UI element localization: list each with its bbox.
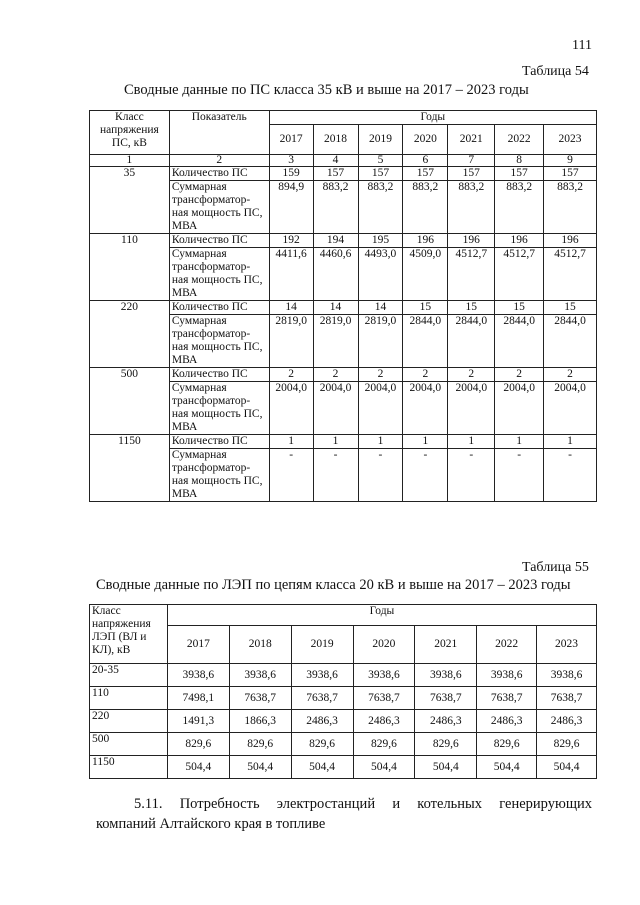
value-cell: 157	[448, 167, 495, 181]
value-cell: 4512,7	[448, 248, 495, 301]
indicator-cell: Количество ПС	[169, 435, 269, 449]
header-year: 2020	[353, 626, 415, 664]
value-cell: 4493,0	[358, 248, 403, 301]
substations-table	[89, 110, 597, 502]
voltage-class-cell: 110	[90, 234, 170, 301]
value-cell: 4509,0	[403, 248, 448, 301]
value-cell: 2	[544, 368, 597, 382]
value-cell: 829,6	[291, 733, 353, 756]
value-cell: 2844,0	[448, 315, 495, 368]
line-class-cell: 220	[90, 710, 168, 733]
index-cell: 9	[544, 155, 597, 167]
value-cell: 504,4	[229, 756, 291, 779]
value-cell: 504,4	[477, 756, 537, 779]
value-cell: 194	[313, 234, 358, 248]
value-cell: 2819,0	[358, 315, 403, 368]
value-cell: 4460,6	[313, 248, 358, 301]
value-cell: 2819,0	[313, 315, 358, 368]
index-cell: 1	[90, 155, 170, 167]
value-cell: 1	[358, 435, 403, 449]
value-cell: 157	[403, 167, 448, 181]
value-cell: 2	[448, 368, 495, 382]
line-class-cell: 110	[90, 687, 168, 710]
indicator-cell: Суммарная трансформатор-ная мощность ПС, МВА	[169, 248, 269, 301]
header-year: 2019	[358, 125, 403, 155]
value-cell: 829,6	[477, 733, 537, 756]
header-year: 2022	[495, 125, 544, 155]
header-year: 2018	[313, 125, 358, 155]
indicator-cell: Количество ПС	[169, 234, 269, 248]
value-cell: 2	[358, 368, 403, 382]
voltage-class-cell: 35	[90, 167, 170, 234]
value-cell: -	[544, 449, 597, 502]
value-cell: -	[269, 449, 313, 502]
value-cell: 1	[448, 435, 495, 449]
value-cell: 883,2	[448, 181, 495, 234]
value-cell: 2844,0	[403, 315, 448, 368]
value-cell: 157	[358, 167, 403, 181]
value-cell: 4512,7	[544, 248, 597, 301]
value-cell: 1491,3	[167, 710, 229, 733]
value-cell: 2844,0	[544, 315, 597, 368]
line-class-cell: 1150	[90, 756, 168, 779]
value-cell: 15	[495, 301, 544, 315]
value-cell: -	[448, 449, 495, 502]
value-cell: 7638,7	[537, 687, 597, 710]
indicator-cell: Количество ПС	[169, 167, 269, 181]
value-cell: 7638,7	[229, 687, 291, 710]
value-cell: 196	[544, 234, 597, 248]
table1-title: Сводные данные по ПС класса 35 кВ и выше на 2017 – 2023 годы	[124, 82, 529, 98]
value-cell: 14	[269, 301, 313, 315]
value-cell: 829,6	[229, 733, 291, 756]
value-cell: 7638,7	[291, 687, 353, 710]
indicator-cell: Суммарная трансформатор-ная мощность ПС, МВА	[169, 382, 269, 435]
section-heading-line2: компаний Алтайского края в топливе	[96, 816, 326, 832]
table-row	[90, 756, 597, 779]
voltage-class-cell: 500	[90, 368, 170, 435]
table-row	[90, 733, 597, 756]
header-year: 2023	[544, 125, 597, 155]
value-cell: 829,6	[415, 733, 477, 756]
value-cell: 1	[269, 435, 313, 449]
index-cell: 8	[495, 155, 544, 167]
value-cell: 2	[495, 368, 544, 382]
value-cell: 2	[403, 368, 448, 382]
value-cell: 196	[495, 234, 544, 248]
table-row	[90, 234, 597, 248]
power-lines-table	[89, 604, 597, 779]
value-cell: 3938,6	[167, 664, 229, 687]
table-row	[90, 368, 597, 382]
value-cell: 829,6	[353, 733, 415, 756]
value-cell: 1	[313, 435, 358, 449]
table1-caption: Таблица 54	[522, 64, 589, 79]
value-cell: 3938,6	[477, 664, 537, 687]
value-cell: 7498,1	[167, 687, 229, 710]
header-year: 2022	[477, 626, 537, 664]
value-cell: 157	[495, 167, 544, 181]
indicator-cell: Количество ПС	[169, 368, 269, 382]
value-cell: 192	[269, 234, 313, 248]
value-cell: -	[403, 449, 448, 502]
table-row	[90, 435, 597, 449]
value-cell: 1	[495, 435, 544, 449]
value-cell: 195	[358, 234, 403, 248]
value-cell: 7638,7	[415, 687, 477, 710]
value-cell: 2004,0	[448, 382, 495, 435]
value-cell: 2004,0	[358, 382, 403, 435]
value-cell: 504,4	[537, 756, 597, 779]
value-cell: 4512,7	[495, 248, 544, 301]
value-cell: 2486,3	[353, 710, 415, 733]
header-class: Класс напряжения ПС, кВ	[90, 111, 170, 155]
header-year: 2017	[269, 125, 313, 155]
line-class-cell: 500	[90, 733, 168, 756]
value-cell: 2486,3	[537, 710, 597, 733]
value-cell: 2486,3	[291, 710, 353, 733]
index-cell: 5	[358, 155, 403, 167]
section-heading-line1: 5.11. Потребность электростанций и котельных генерирующих	[134, 796, 592, 812]
index-cell: 6	[403, 155, 448, 167]
value-cell: 883,2	[358, 181, 403, 234]
header-line-class: Класс напряжения ЛЭП (ВЛ и КЛ), кВ	[90, 605, 168, 664]
value-cell: 2004,0	[544, 382, 597, 435]
value-cell: -	[358, 449, 403, 502]
value-cell: 3938,6	[537, 664, 597, 687]
value-cell: 2486,3	[477, 710, 537, 733]
value-cell: 1	[544, 435, 597, 449]
value-cell: -	[313, 449, 358, 502]
index-cell: 3	[269, 155, 313, 167]
value-cell: 883,2	[544, 181, 597, 234]
header-year: 2023	[537, 626, 597, 664]
value-cell: 196	[448, 234, 495, 248]
value-cell: 2	[313, 368, 358, 382]
value-cell: 504,4	[291, 756, 353, 779]
header-year: 2018	[229, 626, 291, 664]
value-cell: 883,2	[495, 181, 544, 234]
value-cell: 3938,6	[353, 664, 415, 687]
indicator-cell: Суммарная трансформатор-ная мощность ПС, МВА	[169, 315, 269, 368]
voltage-class-cell: 1150	[90, 435, 170, 502]
value-cell: 3938,6	[415, 664, 477, 687]
table-row	[90, 664, 597, 687]
header-years-group: Годы	[269, 111, 596, 125]
section-paragraph	[96, 794, 592, 834]
header-year: 2021	[448, 125, 495, 155]
table-row	[90, 167, 597, 181]
value-cell: 829,6	[167, 733, 229, 756]
table2-title: Сводные данные по ЛЭП по цепям класса 20 кВ и выше на 2017 – 2023 годы	[96, 577, 571, 593]
value-cell: 159	[269, 167, 313, 181]
value-cell: 2844,0	[495, 315, 544, 368]
value-cell: 504,4	[167, 756, 229, 779]
value-cell: 14	[358, 301, 403, 315]
value-cell: 829,6	[537, 733, 597, 756]
page-number: 111	[572, 38, 592, 53]
index-cell: 7	[448, 155, 495, 167]
value-cell: 894,9	[269, 181, 313, 234]
header-year: 2017	[167, 626, 229, 664]
index-cell: 2	[169, 155, 269, 167]
value-cell: 15	[448, 301, 495, 315]
value-cell: 7638,7	[477, 687, 537, 710]
header-indicator: Показатель	[169, 111, 269, 155]
value-cell: 7638,7	[353, 687, 415, 710]
header-year: 2019	[291, 626, 353, 664]
value-cell: 196	[403, 234, 448, 248]
table-row	[90, 301, 597, 315]
value-cell: 2004,0	[403, 382, 448, 435]
value-cell: 883,2	[313, 181, 358, 234]
value-cell: 2819,0	[269, 315, 313, 368]
value-cell: 3938,6	[229, 664, 291, 687]
header-years-group: Годы	[167, 605, 596, 626]
header-year: 2021	[415, 626, 477, 664]
value-cell: 504,4	[353, 756, 415, 779]
value-cell: 1866,3	[229, 710, 291, 733]
line-class-cell: 20-35	[90, 664, 168, 687]
value-cell: 2	[269, 368, 313, 382]
header-year: 2020	[403, 125, 448, 155]
value-cell: 15	[544, 301, 597, 315]
table2-caption: Таблица 55	[522, 560, 589, 575]
value-cell: 2004,0	[495, 382, 544, 435]
value-cell: 1	[403, 435, 448, 449]
value-cell: 14	[313, 301, 358, 315]
table-row	[90, 687, 597, 710]
index-cell: 4	[313, 155, 358, 167]
table-row	[90, 710, 597, 733]
indicator-cell: Суммарная трансформатор-ная мощность ПС, МВА	[169, 449, 269, 502]
voltage-class-cell: 220	[90, 301, 170, 368]
value-cell: 2004,0	[269, 382, 313, 435]
value-cell: 883,2	[403, 181, 448, 234]
value-cell: 2486,3	[415, 710, 477, 733]
indicator-cell: Суммарная трансформатор-ная мощность ПС, МВА	[169, 181, 269, 234]
value-cell: 157	[313, 167, 358, 181]
value-cell: 2004,0	[313, 382, 358, 435]
value-cell: 504,4	[415, 756, 477, 779]
indicator-cell: Количество ПС	[169, 301, 269, 315]
value-cell: 4411,6	[269, 248, 313, 301]
value-cell: 15	[403, 301, 448, 315]
value-cell: 157	[544, 167, 597, 181]
value-cell: -	[495, 449, 544, 502]
value-cell: 3938,6	[291, 664, 353, 687]
